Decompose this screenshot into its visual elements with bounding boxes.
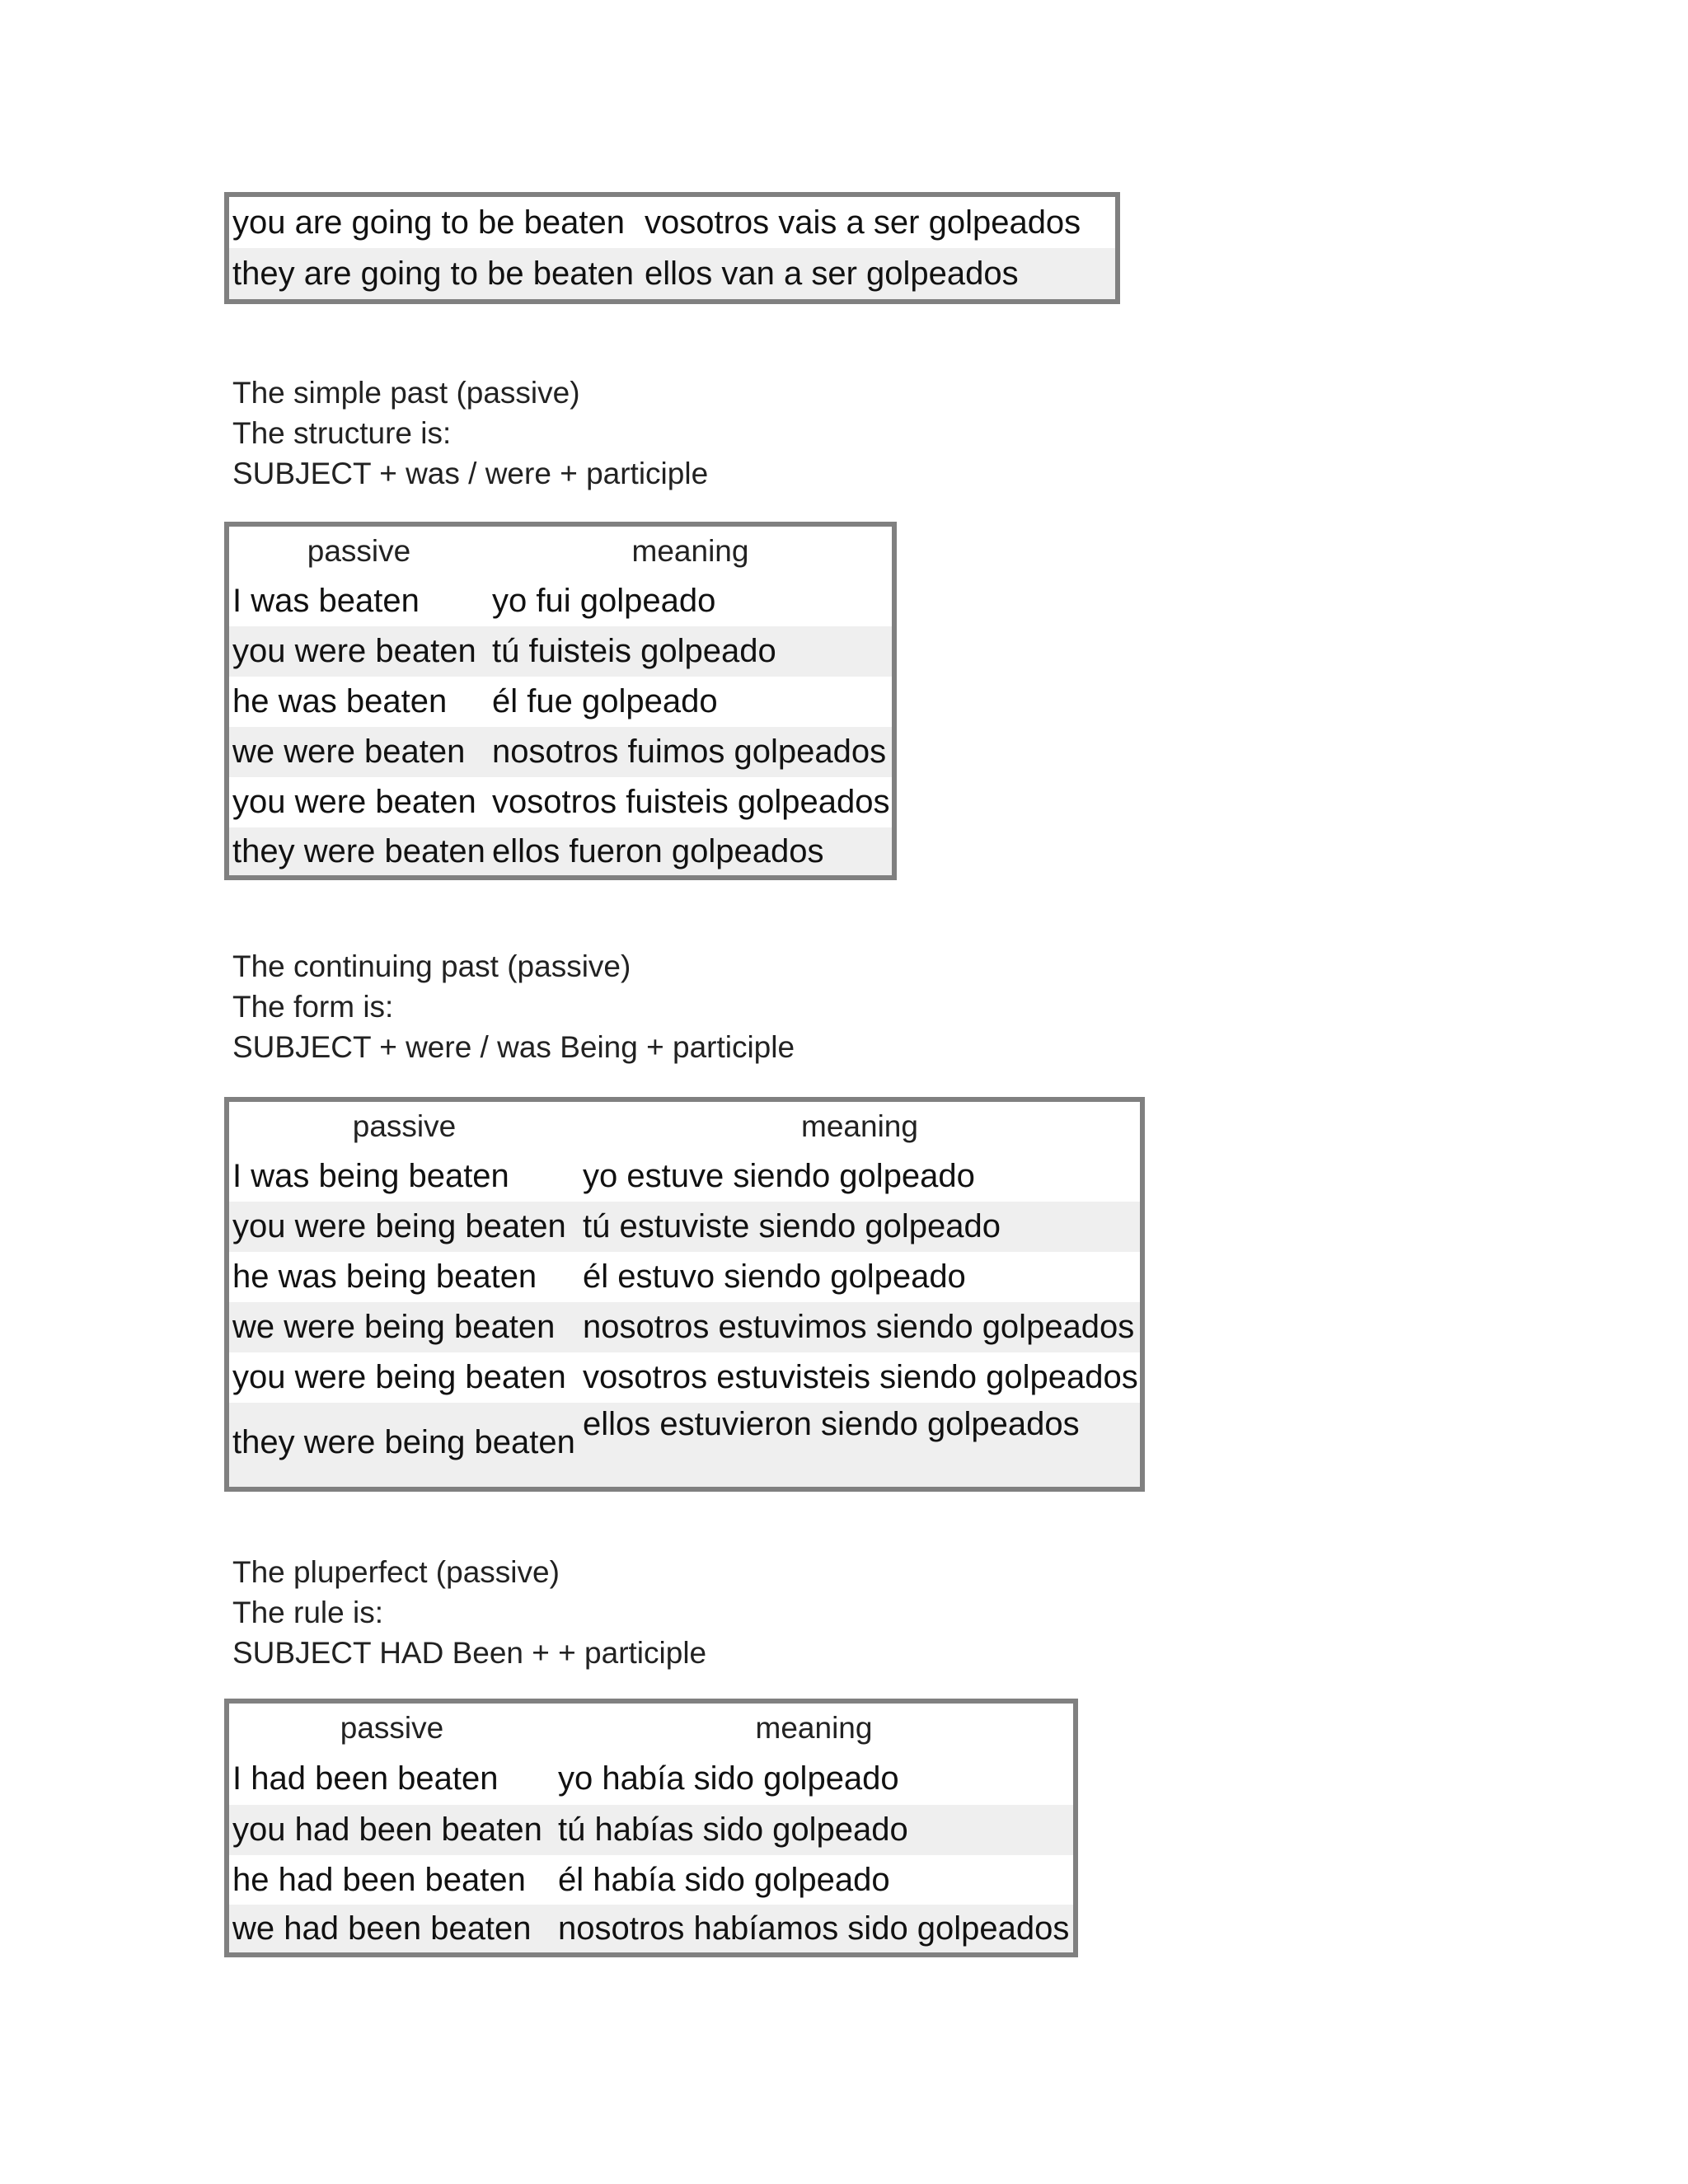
passive-cell: you were being beaten — [232, 1208, 566, 1244]
passive-cell: they were being beaten — [232, 1424, 575, 1460]
passive-header: passive — [352, 1109, 457, 1143]
table-header — [229, 1704, 1073, 1753]
meaning-cell: tú fuisteis golpeado — [492, 633, 776, 669]
pluperfect-table — [224, 1699, 1078, 1957]
meaning-cell: yo fui golpeado — [492, 583, 716, 619]
meaning-cell: él fue golpeado — [492, 683, 718, 719]
meaning-cell: vosotros fuisteis golpeados — [492, 784, 890, 820]
passive-cell: they are going to be beaten — [232, 255, 635, 292]
passive-cell: I had been beaten — [232, 1760, 499, 1797]
meaning-cell: yo estuve siendo golpeado — [583, 1158, 975, 1194]
section-formula: SUBJECT + were / was Being + participle — [232, 1030, 795, 1064]
table-row — [229, 1202, 1140, 1252]
meaning-cell: ellos van a ser golpeados — [645, 255, 1019, 292]
table-row — [229, 1252, 1140, 1302]
section-title: The simple past (passive) — [232, 376, 580, 410]
passive-cell: you were being beaten — [232, 1359, 566, 1395]
meaning-cell: ellos estuvieron siendo golpeados — [583, 1406, 1080, 1442]
table-row — [229, 576, 892, 626]
section-formula: SUBJECT HAD Been + + participle — [232, 1636, 707, 1670]
pluperfect-section — [232, 1552, 706, 1673]
table-row — [229, 1403, 1140, 1487]
table-row — [229, 1352, 1140, 1403]
section-title: The continuing past (passive) — [232, 949, 631, 983]
meaning-cell: vosotros vais a ser golpeados — [645, 204, 1081, 241]
passive-cell: I was beaten — [232, 583, 420, 619]
passive-cell: you had been beaten — [232, 1811, 542, 1848]
passive-cell: you were beaten — [232, 784, 476, 820]
section-title: The pluperfect (passive) — [232, 1555, 560, 1589]
meaning-header: meaning — [631, 534, 749, 568]
table-row — [229, 197, 1115, 248]
meaning-header: meaning — [755, 1711, 873, 1745]
section-intro: The structure is: — [232, 416, 452, 450]
meaning-cell: él había sido golpeado — [558, 1861, 890, 1898]
passive-cell: you were beaten — [232, 633, 476, 669]
table-row — [229, 248, 1115, 299]
simple-past-section — [232, 373, 708, 494]
table-row — [229, 677, 892, 727]
meaning-cell: él estuvo siendo golpeado — [583, 1258, 966, 1295]
passive-cell: we were being beaten — [232, 1309, 556, 1345]
meaning-cell: tú estuviste siendo golpeado — [583, 1208, 1001, 1244]
section-intro: The rule is: — [232, 1596, 384, 1629]
table-row — [229, 1753, 1073, 1805]
table-row — [229, 626, 892, 677]
meaning-cell: nosotros fuimos golpeados — [492, 733, 887, 770]
table-row — [229, 1302, 1140, 1352]
passive-cell: I was being beaten — [232, 1158, 509, 1194]
passive-cell: he was beaten — [232, 683, 448, 719]
table-row — [229, 777, 892, 827]
meaning-header: meaning — [801, 1109, 918, 1143]
future-passive-table — [224, 192, 1120, 304]
table-row — [229, 1905, 1073, 1952]
table-row — [229, 1855, 1073, 1905]
continuing-past-section — [232, 946, 795, 1067]
meaning-cell: ellos fueron golpeados — [492, 832, 824, 869]
passive-cell: they were beaten — [232, 832, 485, 869]
section-intro: The form is: — [232, 990, 394, 1024]
table-header — [229, 527, 892, 576]
meaning-cell: nosotros estuvimos siendo golpeados — [583, 1309, 1135, 1345]
meaning-cell: yo había sido golpeado — [558, 1760, 899, 1797]
continuing-past-table — [224, 1097, 1145, 1492]
table-row — [229, 1151, 1140, 1202]
passive-cell: you are going to be beaten — [232, 204, 625, 241]
simple-past-table — [224, 522, 897, 880]
table-header — [229, 1102, 1140, 1151]
section-formula: SUBJECT + was / were + participle — [232, 457, 709, 490]
passive-header: passive — [340, 1711, 444, 1745]
meaning-cell: tú habías sido golpeado — [558, 1811, 908, 1848]
table-row — [229, 727, 892, 777]
passive-cell: we had been beaten — [232, 1910, 532, 1947]
passive-cell: he was being beaten — [232, 1258, 537, 1295]
meaning-cell: nosotros habíamos sido golpeados — [558, 1910, 1070, 1947]
passive-header: passive — [307, 534, 411, 568]
passive-cell: we were beaten — [232, 733, 466, 770]
passive-cell: he had been beaten — [232, 1861, 526, 1898]
table-row — [229, 1805, 1073, 1855]
table-row — [229, 827, 892, 875]
meaning-cell: vosotros estuvisteis siendo golpeados — [583, 1359, 1138, 1395]
